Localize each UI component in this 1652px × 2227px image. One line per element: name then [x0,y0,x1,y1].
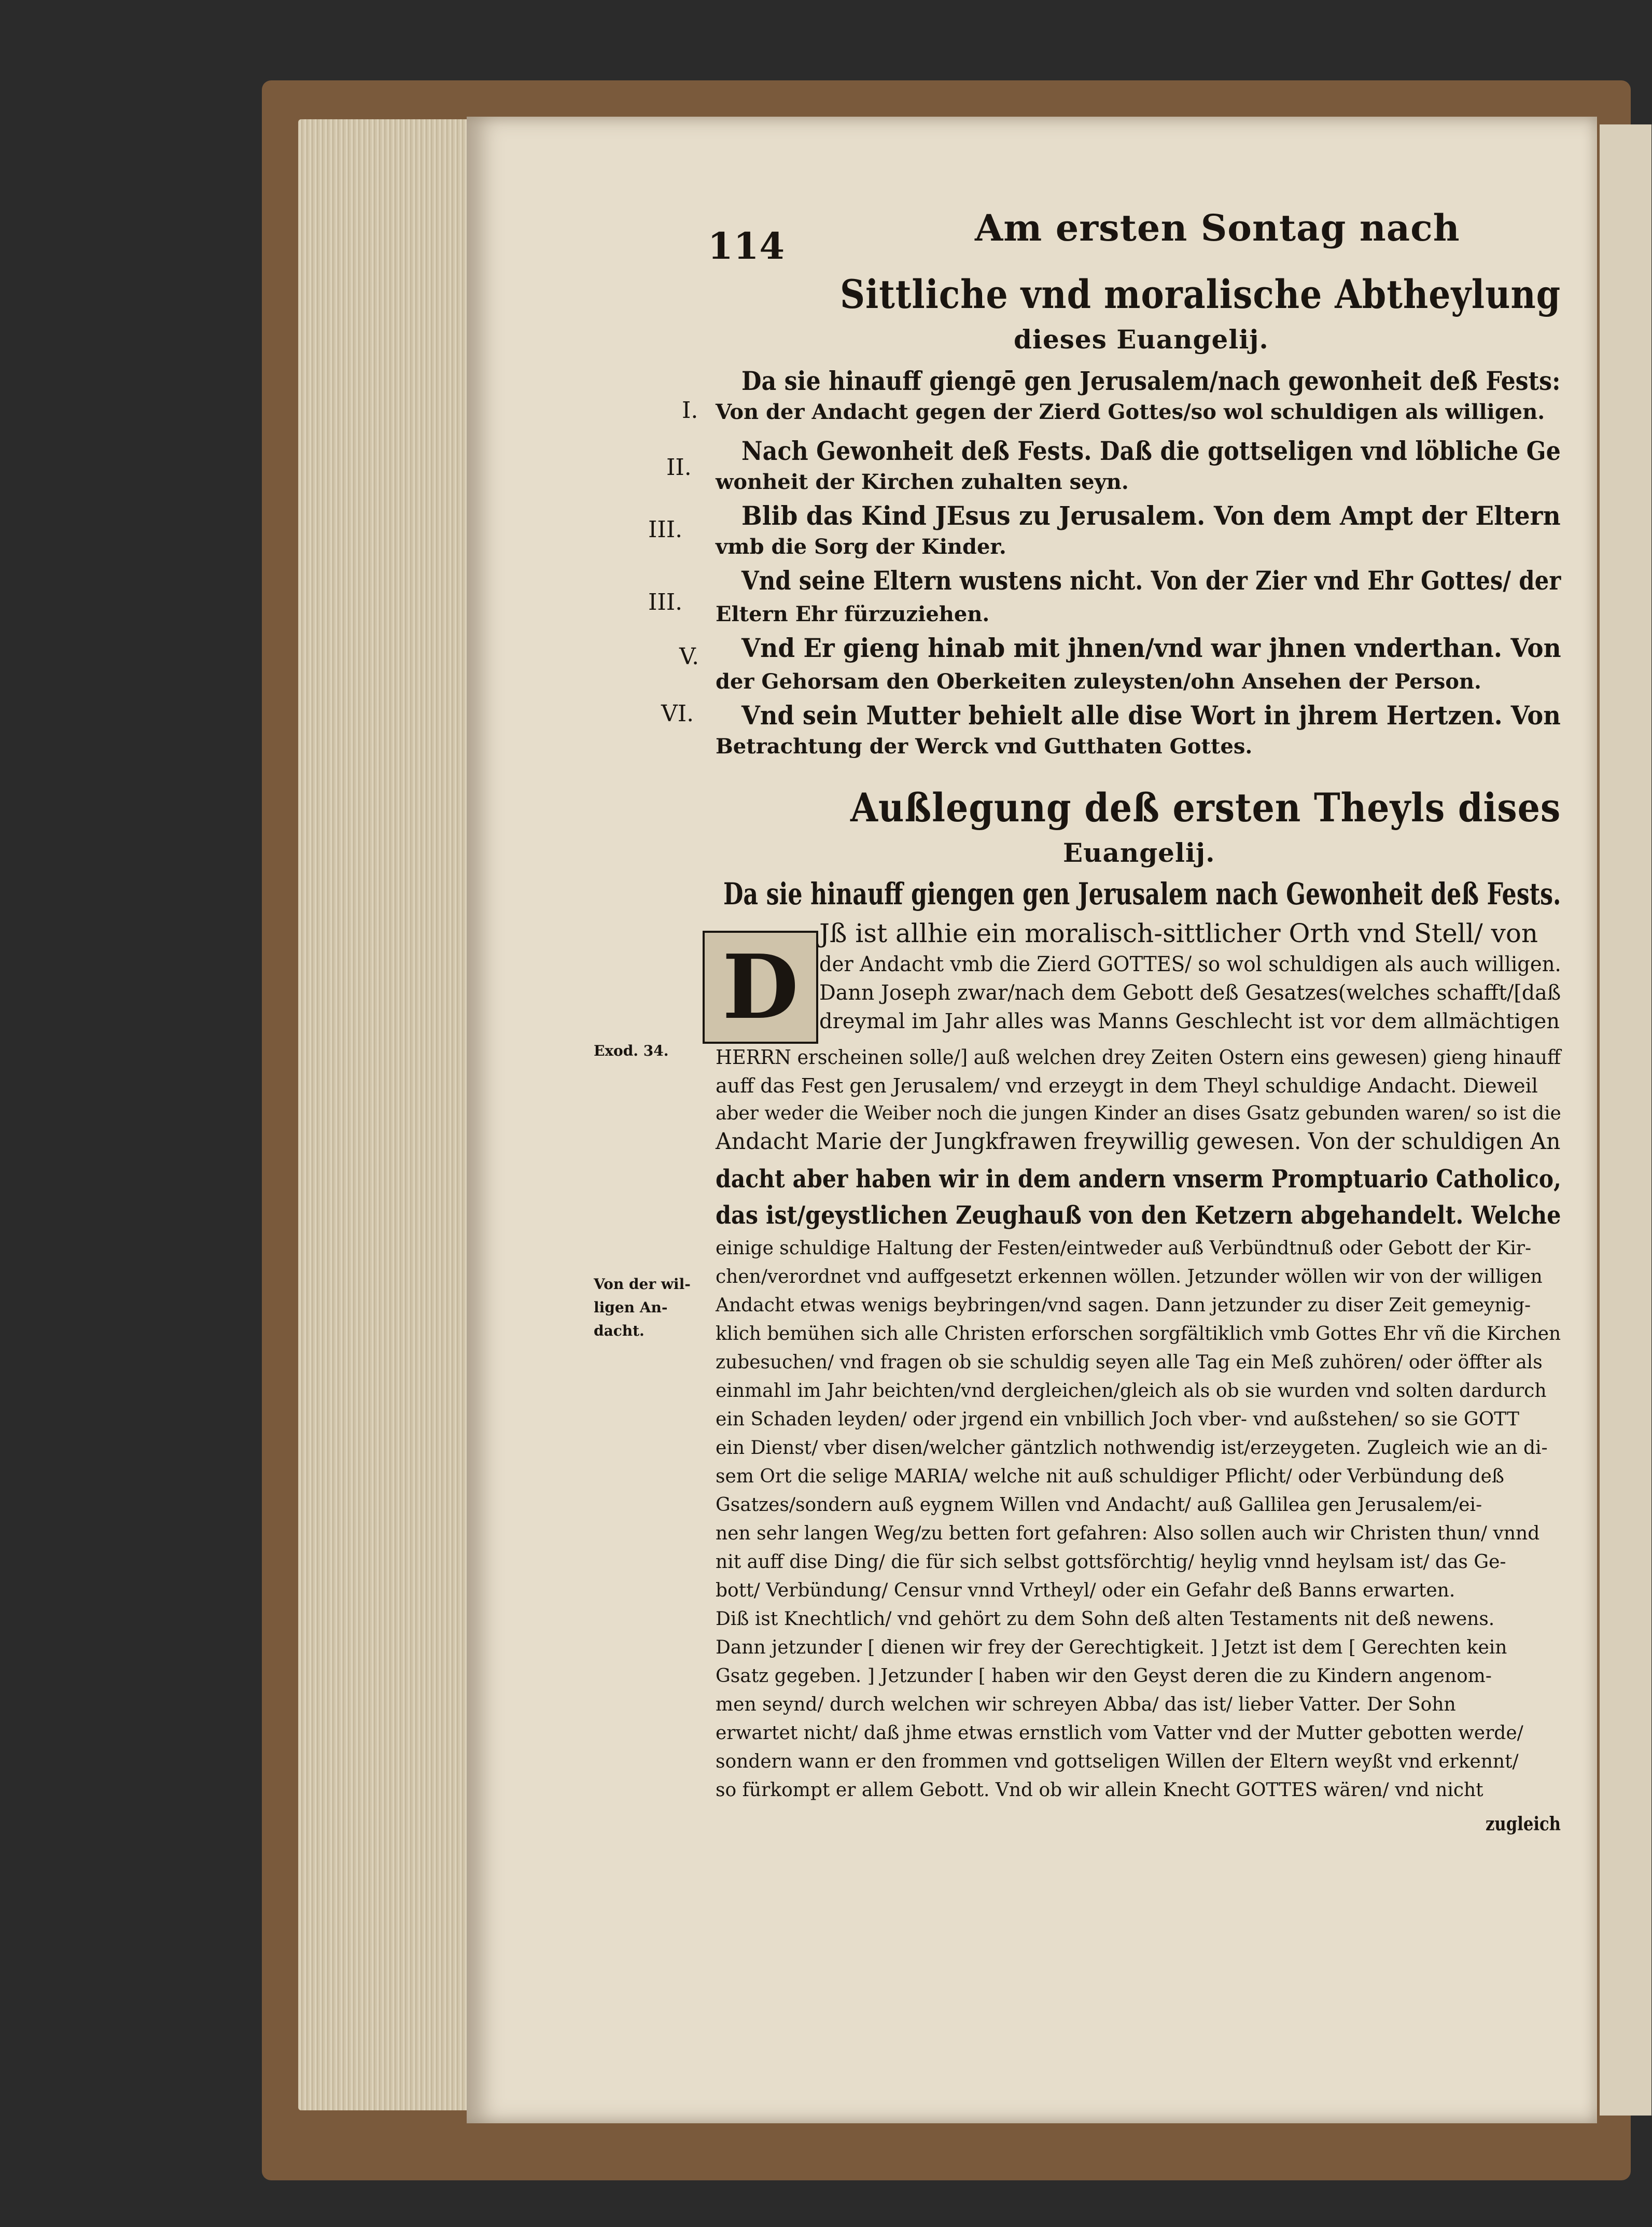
text-line: ein Dienst/ vber disen/welcher gäntzlich nothwendig ist/erzeygeten. Zugleich wie an di- [716,1437,1548,1459]
item-number: III. [648,589,683,615]
item-number: VI. [661,701,694,727]
text-line: chen/verordnet vnd auffgesetzt erkennen wöllen. Jetzunder wöllen wir von der willigen [716,1266,1543,1287]
text-line: so fürkompt er allem Gebott. Vnd ob wir allein Knecht GOTTES wären/ vnd nicht [716,1780,1483,1801]
text-line: zubesuchen/ vnd fragen ob sie schuldig seyen alle Tag ein Meß zuhören/ oder öffter als [716,1352,1543,1373]
item-heading: Vnd Er gieng hinab mit jhnen/vnd war jhnen vnderthan. Von [741,633,1561,663]
page-number: 114 [708,225,786,268]
section-title: Sittliche vnd moralische Abtheylung [840,271,1561,317]
margin-note-reference: Exod. 34. [594,1042,669,1059]
item-heading: Vnd seine Eltern wustens nicht. Von der Zier vnd Ehr Gottes/ der [741,565,1561,596]
item-heading: Nach Gewonheit deß Fests. Daß die gottseligen vnd löbliche Ge [741,436,1561,466]
text-line: bott/ Verbündung/ Censur vnnd Vrtheyl/ oder ein Gefahr deß Banns erwarten. [716,1580,1455,1601]
item-number: V. [679,643,699,670]
item-text: wonheit der Kirchen zuhalten seyn. [716,470,1129,494]
text-line: Diß ist Knechtlich/ vnd gehört zu dem Sohn deß alten Testaments nit deß newens. [716,1608,1495,1630]
section-subtitle: dieses Euangelij. [1014,324,1269,355]
text-line: nit auff dise Ding/ die für sich selbst gottsförchtig/ heylig vnnd heylsam ist/ das Ge- [716,1551,1506,1573]
text-line: Andacht etwas wenigs beybringen/vnd sagen. Dann jetzunder zu diser Zeit gemeynig- [716,1295,1531,1316]
text-line: auff das Fest gen Jerusalem/ vnd erzeygt in dem Theyl schuldige Andacht. Dieweil [716,1074,1538,1097]
item-text: Von der Andacht gegen der Zierd Gottes/so wol schuldigen als willigen. [716,400,1545,424]
text-line: einmahl im Jahr beichten/vnd dergleichen/gleich als ob sie wurden vnd solten dardurch [716,1380,1547,1402]
text-line: dacht aber haben wir in dem andern vnserm Promptuario Catholico, [716,1165,1561,1194]
decorated-initial: D [703,931,818,1044]
text-line: ein Schaden leyden/ oder jrgend ein vnbillich Joch vber- vnd außstehen/ so sie GOTT [716,1409,1519,1430]
item-number: III. [648,516,683,543]
running-head: Am ersten Sontag nach [975,206,1460,249]
item-heading: Da sie hinauff giengē gen Jerusalem/nach gewonheit deß Fests: [741,366,1561,396]
text-line: sondern wann er den frommen vnd gottseligen Willen der Eltern weyßt vnd erkennt/ [716,1751,1519,1772]
margin-note-line: Von der wil- [594,1276,691,1293]
section-subtitle-2: Euangelij. [1063,837,1215,868]
margin-note-line: ligen An- [594,1299,668,1316]
item-heading: Vnd sein Mutter behielt alle dise Wort in jhrem Hertzen. Von [741,700,1561,731]
text-line: sem Ort die selige MARIA/ welche nit auß schuldiger Pflicht/ oder Verbündung deß [716,1466,1504,1487]
text-line: Gsatz gegeben. ] Jetzunder [ haben wir den Geyst deren die zu Kindern angenom- [716,1665,1492,1687]
page-edges [298,119,485,2110]
section-title-2: Außlegung deß ersten Theyls dises [850,785,1561,831]
text-line: erwartet nicht/ daß jhme etwas ernstlich vom Vatter vnd der Mutter gebotten werde/ [716,1722,1523,1744]
text-line: das ist/geystlichen Zeughauß von den Ketzern abgehandelt. Welche [716,1201,1561,1230]
text-line: dreymal im Jahr alles was Manns Geschlecht ist vor dem allmächtigen [819,1010,1560,1033]
lemma-heading: Da sie hinauff giengen gen Jerusalem nach Gewonheit deß Fests. [723,876,1561,912]
text-line: men seynd/ durch welchen wir schreyen Abba/ das ist/ lieber Vatter. Der Sohn [716,1694,1456,1715]
text-line: nen sehr langen Weg/zu betten fort gefahren: Also sollen auch wir Christen thun/ vnnd [716,1523,1540,1544]
item-number: II. [666,454,692,481]
text-line: einige schuldige Haltung der Festen/eintweder auß Verbündtnuß oder Gebott der Kir- [716,1238,1532,1259]
text-line: Dann jetzunder [ dienen wir frey der Gerechtigkeit. ] Jetzt ist dem [ Gerechten kein [716,1637,1507,1658]
catchword: zugleich [1486,1813,1561,1835]
text-line: HERRN erscheinen solle/] auß welchen drey Zeiten Ostern eins gewesen) gieng hinauff [716,1046,1561,1069]
item-text: vmb die Sorg der Kinder. [716,535,1006,559]
text-line: der Andacht vmb die Zierd GOTTES/ so wol schuldigen als auch willigen. [819,953,1561,976]
facing-page-edge [1600,124,1651,2116]
item-text: Betrachtung der Werck vnd Gutthaten Gottes. [716,734,1253,759]
item-text: der Gehorsam den Oberkeiten zuleysten/ohn Ansehen der Person. [716,669,1481,694]
text-line: Dann Joseph zwar/nach dem Gebott deß Gesatzes(welches schafft/[daß [819,981,1561,1005]
text-line: Andacht Marie der Jungkfrawen freywillig gewesen. Von der schuldigen An [716,1128,1561,1155]
text-line: Gsatzes/sondern auß eygnem Willen vnd Andacht/ auß Gallilea gen Jerusalem/ei- [716,1494,1482,1516]
item-number: I. [682,397,698,424]
item-heading: Blib das Kind JEsus zu Jerusalem. Von dem Ampt der Eltern [741,500,1561,531]
text-line: aber weder die Weiber noch die jungen Kinder an dises Gsatz gebunden waren/ so ist die [716,1103,1561,1124]
item-text: Eltern Ehr fürzuziehen. [716,602,990,626]
margin-note-line: dacht. [594,1322,645,1339]
text-line: Jß ist allhie ein moralisch-sittlicher Orth vnd Stell/ von [819,918,1538,948]
text-line: klich bemühen sich alle Christen erforschen sorgfältiklich vmb Gottes Ehr vñ die Kirchen [716,1323,1561,1344]
